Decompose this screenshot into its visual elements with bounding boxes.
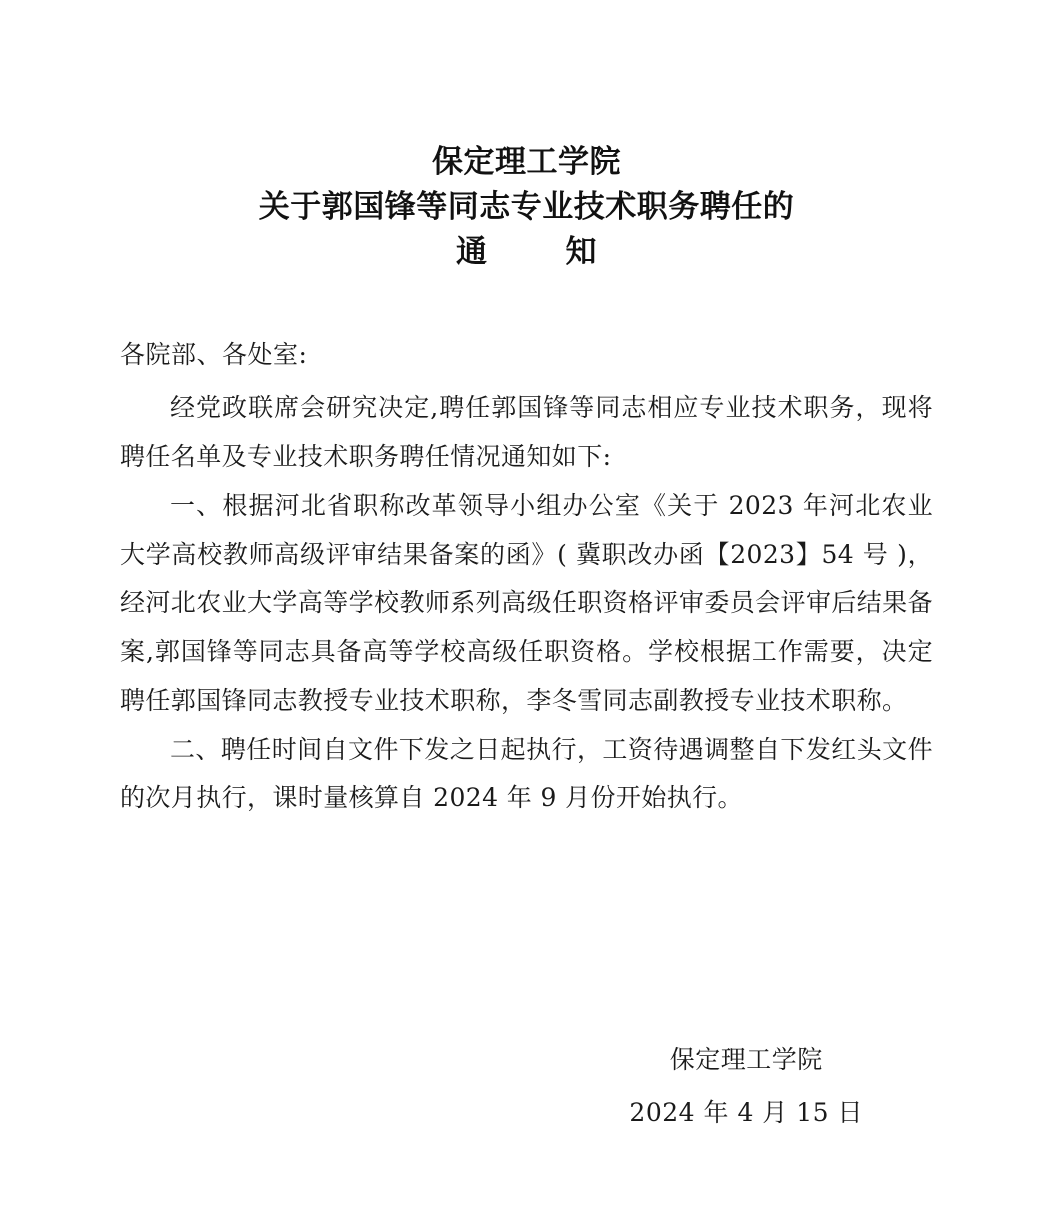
signature-date: 2024 年 4 月 15 日 bbox=[629, 1097, 863, 1127]
signature-organization: 保定理工学院 bbox=[669, 1045, 823, 1074]
paragraph-item-two: 二、聘任时间自文件下发之日起执行，工资待遇调整自下发红头文件的次月执行，课时量核算自 2024 年 9 月份开始执行。 bbox=[120, 734, 933, 813]
title-doctype-first-char: 通 bbox=[456, 233, 488, 270]
document-title-block bbox=[120, 140, 933, 275]
paragraph-decision: 经党政联席会研究决定,聘任郭国锋等同志相应专业技术职务，现将聘任名单及专业技术职务聘任情况通知如下: bbox=[120, 393, 933, 472]
title-line-doctype bbox=[120, 230, 933, 275]
paragraph-item-one: 一、根据河北省职称改革领导小组办公室《关于 2023 年河北农业大学高校教师高级评审结果备案的函》( 冀职改办函【2023】54 号 )，经河北农业大学高等学校教师系列高级任职资格评审委员会评审后结果备案,郭国锋等同志具备高等学校高级任职资格。学校根据工作需要，决定聘任郭国锋同志教授专业技术职称，李冬雪同志副教授专业技术职称。 bbox=[120, 490, 933, 715]
title-line-subject: 关于郭国锋等同志专业技术职务聘任的 bbox=[258, 188, 795, 225]
salutation: 各院部、各处室: bbox=[120, 339, 308, 369]
title-doctype-second-char: 知 bbox=[565, 233, 597, 270]
signature-block bbox=[629, 1034, 863, 1139]
title-line-institution: 保定理工学院 bbox=[432, 144, 621, 180]
